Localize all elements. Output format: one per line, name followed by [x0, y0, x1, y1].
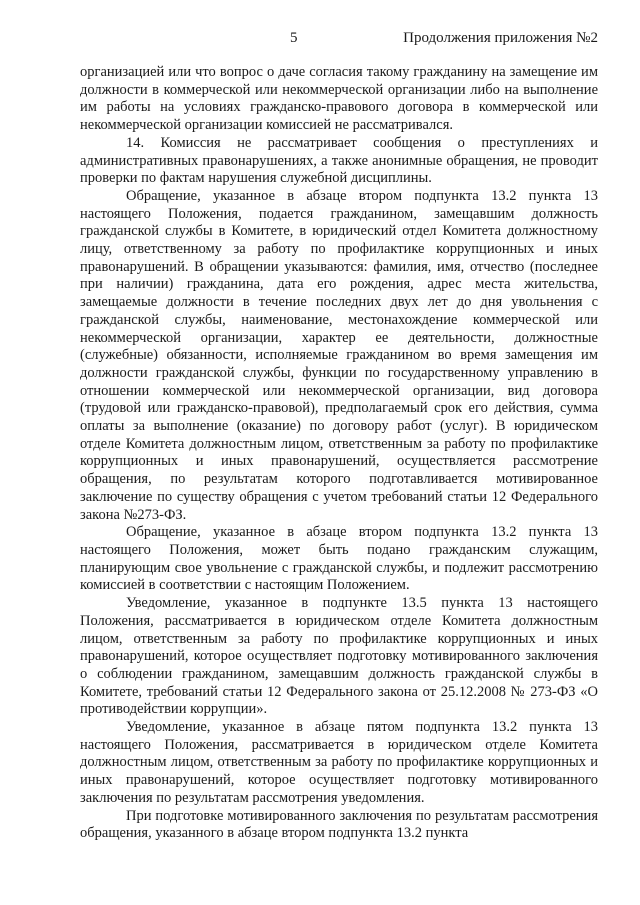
- document-body: [80, 64, 598, 843]
- paragraph-appeal-contents: Обращение, указанное в абзаце втором подпункта 13.2 пункта 13 настоящего Положения, подается гражданином, замещавшим должность гражданской службы в Комитете, в юридический отдел Комитета должностному лицу, ответственному за работу по профилактике коррупционных и иных правонарушений. В обращении указываются: фамилия, имя, отчество (последнее при наличии) гражданина, дата его рождения, адрес места жительства, замещаемые должности в течение последних двух лет до дня увольнения с гражданской службы, наименование, местонахождение коммерческой или некоммерческой организации, характер ее деятельности, должностные (служебные) обязанности, исполняемые гражданином во время замещения им должности гражданской службы, функции по государственному управлению в отношении коммерческой или некоммерческой организации, вид договора (трудовой или гражданско-правовой), предполагаемый срок его действия, сумма оплаты за выполнение (оказание) по договору работ (услуг). В юридическом отделе Комитета должностным лицом, ответственным за работу по профилактике коррупционных и иных правонарушений, осуществляется рассмотрение обращения, по результатам которого подготавливается мотивированное заключение по существу обращения с учетом требований статьи 12 Федерального закона №273-ФЗ.: [80, 187, 598, 523]
- paragraph-item-14: 14. Комиссия не рассматривает сообщения о преступлениях и административных правонарушениях, а также анонимные обращения, не проводит проверки по фактам нарушения служебной дисциплины.: [80, 134, 598, 187]
- paragraph-preparation: При подготовке мотивированного заключения по результатам рассмотрения обращения, указанного в абзаце втором подпункта 13.2 пункта: [80, 807, 598, 842]
- paragraph-appeal-employee: Обращение, указанное в абзаце втором подпункта 13.2 пункта 13 настоящего Положения, может быть подано гражданским служащим, планирующим свое увольнение с гражданской службы, и подлежит рассмотрению комиссией в соответствии с настоящим Положением.: [80, 524, 598, 594]
- paragraph-notice-13-5: Уведомление, указанное в подпункте 13.5 пункта 13 настоящего Положения, рассматривается в юридическом отделе Комитета должностным лицом, ответственным за работу по профилактике коррупционных и иных правонарушений, которое осуществляет подготовку мотивированного заключения о соблюдении гражданином, замещавшим должность гражданской службы в Комитете, требований статьи 12 Федерального закона от 25.12.2008 № 273-ФЗ «О противодействии коррупции».: [80, 595, 598, 718]
- page-header-title: Продолжения приложения №2: [403, 30, 598, 46]
- paragraph-notice-13-2: Уведомление, указанное в абзаце пятом подпункта 13.2 пункта 13 настоящего Положения, рассматривается в юридическом отделе Комитета должностным лицом, ответственным за работу по профилактике коррупционных и иных правонарушений, которое осуществляет подготовку мотивированного заключения по результатам рассмотрения уведомления.: [80, 719, 598, 806]
- page-number: 5: [290, 30, 298, 46]
- paragraph-continuation: организацией или что вопрос о даче согласия такому гражданину на замещение им должности в коммерческой или некоммерческой организации либо на выполнение им работы на условиях гражданско-правового договора в коммерческой или некоммерческой организации комиссией не рассматривался.: [80, 64, 598, 134]
